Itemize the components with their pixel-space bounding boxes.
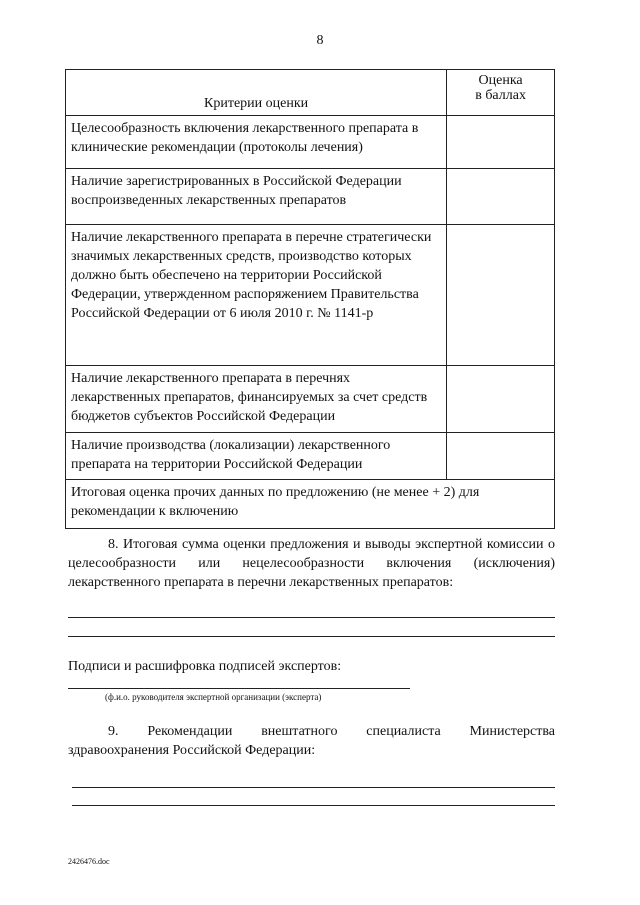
header-criteria-label: Критерии оценки <box>204 96 309 111</box>
section-8-text: 8. Итоговая сумма оценки предложения и выводы экспертной комиссии о целесообразности или нецелесообразности включения (исключения) лекарственного препарата в перечни лекарственных препаратов: <box>68 537 555 590</box>
table-row <box>66 116 555 169</box>
footer-doc-code: 2426476.doc <box>68 857 110 866</box>
score-cell <box>447 366 555 433</box>
score-cell <box>447 116 555 169</box>
criterion-text: Наличие производства (локализации) лекарственного препарата на территории Российской Федерации <box>66 433 447 480</box>
table-row <box>66 225 555 366</box>
table-row <box>66 433 555 480</box>
section-9-text: 9. Рекомендации внештатного специалиста Министерства здравоохранения Российской Федерации: <box>68 724 555 758</box>
criteria-table <box>65 69 555 529</box>
criterion-text: Наличие лекарственного препарата в перечне стратегически значимых лекарственных средств, производство которых должно быть обеспечено на территории Российской Федерации, утвержденном распоряжением Правительства Российской Федерации от 6 июля 2010 г. № 1141-р <box>66 225 447 366</box>
table-row <box>66 366 555 433</box>
header-score-line2: в баллах <box>475 88 526 103</box>
page-number: 8 <box>316 33 324 48</box>
answer-line <box>72 787 555 788</box>
total-row <box>66 480 555 529</box>
criterion-text: Наличие лекарственного препарата в перечнях лекарственных препаратов, финансируемых за счет средств бюджетов субъектов Российской Федерации <box>66 366 447 433</box>
criterion-text: Наличие зарегистрированных в Российской Федерации воспроизведенных лекарственных препаратов <box>66 169 447 225</box>
signatures-label: Подписи и расшифровка подписей экспертов: <box>68 659 342 674</box>
score-cell <box>447 433 555 480</box>
header-score <box>447 70 555 116</box>
signature-caption: (ф.и.о. руководителя экспертной организации (эксперта) <box>105 692 322 702</box>
answer-line <box>72 805 555 806</box>
score-cell <box>447 225 555 366</box>
table-row <box>66 169 555 225</box>
header-score-line1: Оценка <box>478 73 523 88</box>
total-text: Итоговая оценка прочих данных по предложению (не менее + 2) для рекомендации к включению <box>66 480 555 529</box>
criterion-text: Целесообразность включения лекарственного препарата в клинические рекомендации (протоколы лечения) <box>66 116 447 169</box>
table-header-row <box>66 70 555 116</box>
signature-line <box>68 688 410 689</box>
score-cell <box>447 169 555 225</box>
header-criteria <box>66 70 447 116</box>
answer-line <box>68 617 555 618</box>
answer-line <box>68 636 555 637</box>
